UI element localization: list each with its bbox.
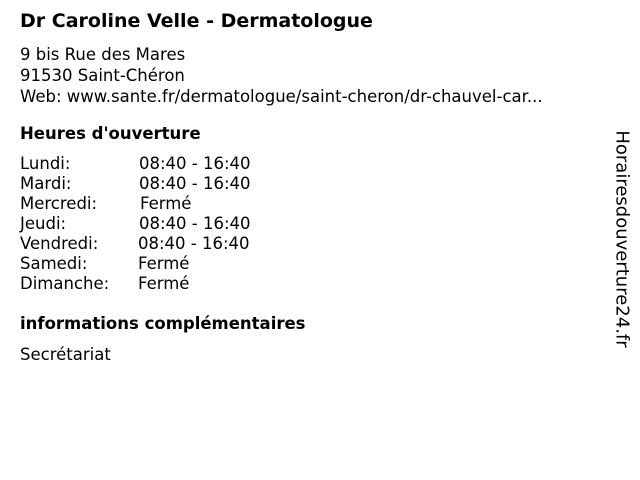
additional-info-text: Secrétariat (20, 345, 111, 364)
day-label: Mardi: (20, 174, 72, 193)
day-label: Dimanche: (20, 274, 110, 293)
day-label: Lundi: (20, 154, 71, 173)
hours-value: Fermé (138, 254, 190, 273)
hours-value: 08:40 - 16:40 (138, 234, 250, 253)
additional-info-heading: informations complémentaires (20, 314, 306, 333)
day-label: Vendredi: (20, 234, 99, 253)
day-label: Jeudi: (20, 214, 67, 233)
hours-value: Fermé (138, 274, 190, 293)
city-address: 91530 Saint-Chéron (20, 66, 185, 85)
opening-hours-heading: Heures d'ouverture (20, 124, 201, 143)
day-label: Samedi: (20, 254, 88, 273)
hours-value: 08:40 - 16:40 (139, 174, 251, 193)
hours-value: 08:40 - 16:40 (139, 154, 251, 173)
hours-value: 08:40 - 16:40 (139, 214, 251, 233)
business-address (20, 44, 543, 107)
street-address: 9 bis Rue des Mares (20, 45, 186, 64)
hours-value: Fermé (140, 194, 192, 213)
day-label: Mercredi: (20, 194, 98, 213)
site-watermark: Horairesdouverture24.fr (611, 130, 633, 348)
business-name: Dr Caroline Velle - Dermatologue (20, 10, 373, 32)
website-link[interactable]: Web: www.sante.fr/dermatologue/saint-cheron/dr-chauvel-car... (20, 87, 543, 106)
